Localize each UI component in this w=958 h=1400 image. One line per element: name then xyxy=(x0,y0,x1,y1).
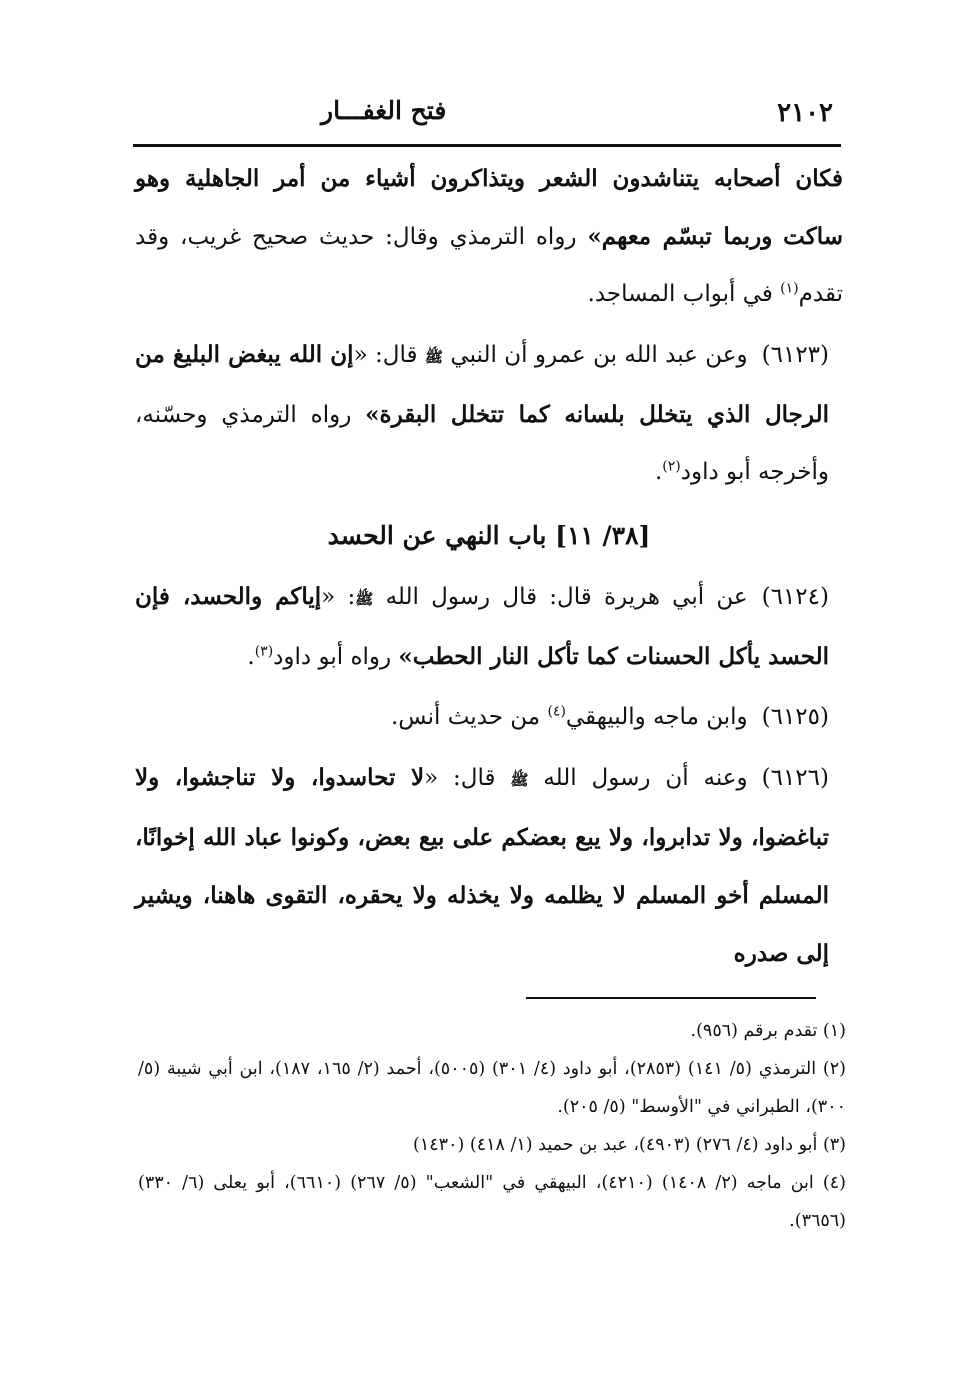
paragraph-text: قال: « xyxy=(424,765,511,791)
book-title: فتح الغفـــار xyxy=(321,96,447,125)
paragraph-text: رواه الترمذي وقال: حديث صحيح غريب، وقد تقدم xyxy=(135,224,843,307)
footnote-ref: (٣) xyxy=(254,643,274,660)
paragraph-text: عن أبي هريرة قال: قال رسول الله xyxy=(385,584,748,610)
paragraph-text: رواه أبو داود xyxy=(273,644,399,670)
paragraph-text: . xyxy=(654,459,663,485)
hadith-6126 xyxy=(135,749,843,983)
honorific-mark: ﷺ xyxy=(510,771,529,789)
hadith-6125 xyxy=(135,689,843,746)
section-heading: [٣٨/ ١١] باب النهي عن الحسد xyxy=(327,521,651,550)
footnote-ref: (٤) xyxy=(547,703,566,720)
footnote-ref: (١) xyxy=(780,280,799,297)
paragraph-text: من حديث أنس. xyxy=(390,704,548,730)
quote-text: فكان أصحابه يتناشدون الشعر ويتذاكرون أشياء من أمر الجاهلية وهو ساكت xyxy=(135,165,843,250)
quote-text: إن الله يبغض البليغ من الرجال الذي يتخلل بلسانه كما تتخلل البقرة» xyxy=(135,341,829,428)
honorific-mark: ﷺ xyxy=(424,348,444,366)
paragraph-text: وابن ماجه والبيهقي xyxy=(565,704,748,730)
hadith-number: (٦١٢٣) xyxy=(761,342,830,368)
page-number: ٢١٠٢ xyxy=(777,98,833,128)
hadith-number: (٦١٢٥) xyxy=(761,704,829,730)
paragraph-text: قال: « xyxy=(353,342,425,368)
footnote-ref: (٢) xyxy=(662,458,681,475)
footnote-3: (٣) أبو داود (٤/ ٢٧٦) (٤٩٠٣)، عبد بن حميد (١/ ٤١٨) (١٤٣٠) xyxy=(413,1135,846,1155)
footnote-1: (١) تقدم برقم (٩٥٦). xyxy=(690,1021,846,1041)
paragraph-text: وعن عبد الله بن عمرو أن النبي xyxy=(450,342,748,368)
paragraph-text: : « xyxy=(321,584,356,610)
paragraph-text: في أبواب المساجد. xyxy=(587,281,781,307)
hadith-number: (٦١٢٤) xyxy=(761,584,829,610)
quote-text: وربما تبسّم معهم» xyxy=(587,223,773,250)
hadith-number: (٦١٢٦) xyxy=(761,765,829,791)
running-header xyxy=(133,92,841,147)
quote-text: لا تحاسدوا، ولا تناجشوا، ولا تباغضوا، ولا تدابروا، ولا يبع بعضكم على بيع بعض، وكونوا عباد الله إخوانًا، المسلم أخو المسلم لا يظلمه ولا يخذله ولا يحقره، التقوى هاهنا، ويشير إلى صدره xyxy=(135,764,829,967)
footnote-2: (٢) الترمذي (٥/ ١٤١) (٢٨٥٣)، أبو داود (٤/ ٣٠١) (٥٠٠٥)، أحمد (٢/ ١٦٥، ١٨٧)، ابن أبي شيبة (٥/ ٣٠٠)، الطبراني في "الأوسط" (٥/ ٢٠٥). xyxy=(138,1059,846,1117)
hadith-6124 xyxy=(135,568,843,686)
paragraph-text: وعنه أن رسول الله xyxy=(543,765,748,791)
paragraph-text: رواه الترمذي وحسّنه، وأخرجه أبو داود xyxy=(135,402,829,485)
honorific-mark: ﷺ xyxy=(355,590,374,608)
footnote-divider xyxy=(526,997,816,999)
quote-text: إياكم والحسد، فإن الحسد يأكل الحسنات كما تأكل النار الحطب» xyxy=(135,583,829,670)
paragraph-text: . xyxy=(247,644,255,670)
footnote-4: (٤) ابن ماجه (٢/ ١٤٠٨) (٤٢١٠)، البيهقي في "الشعب" (٥/ ٢٦٧) (٦٦١٠)، أبو يعلى (٦/ ٣٣٠) (٣٦٥٦). xyxy=(138,1173,846,1231)
hadith-6123 xyxy=(135,326,843,501)
footnotes xyxy=(138,1012,846,1240)
body-text xyxy=(135,150,843,983)
paragraph-continuation xyxy=(135,150,843,323)
